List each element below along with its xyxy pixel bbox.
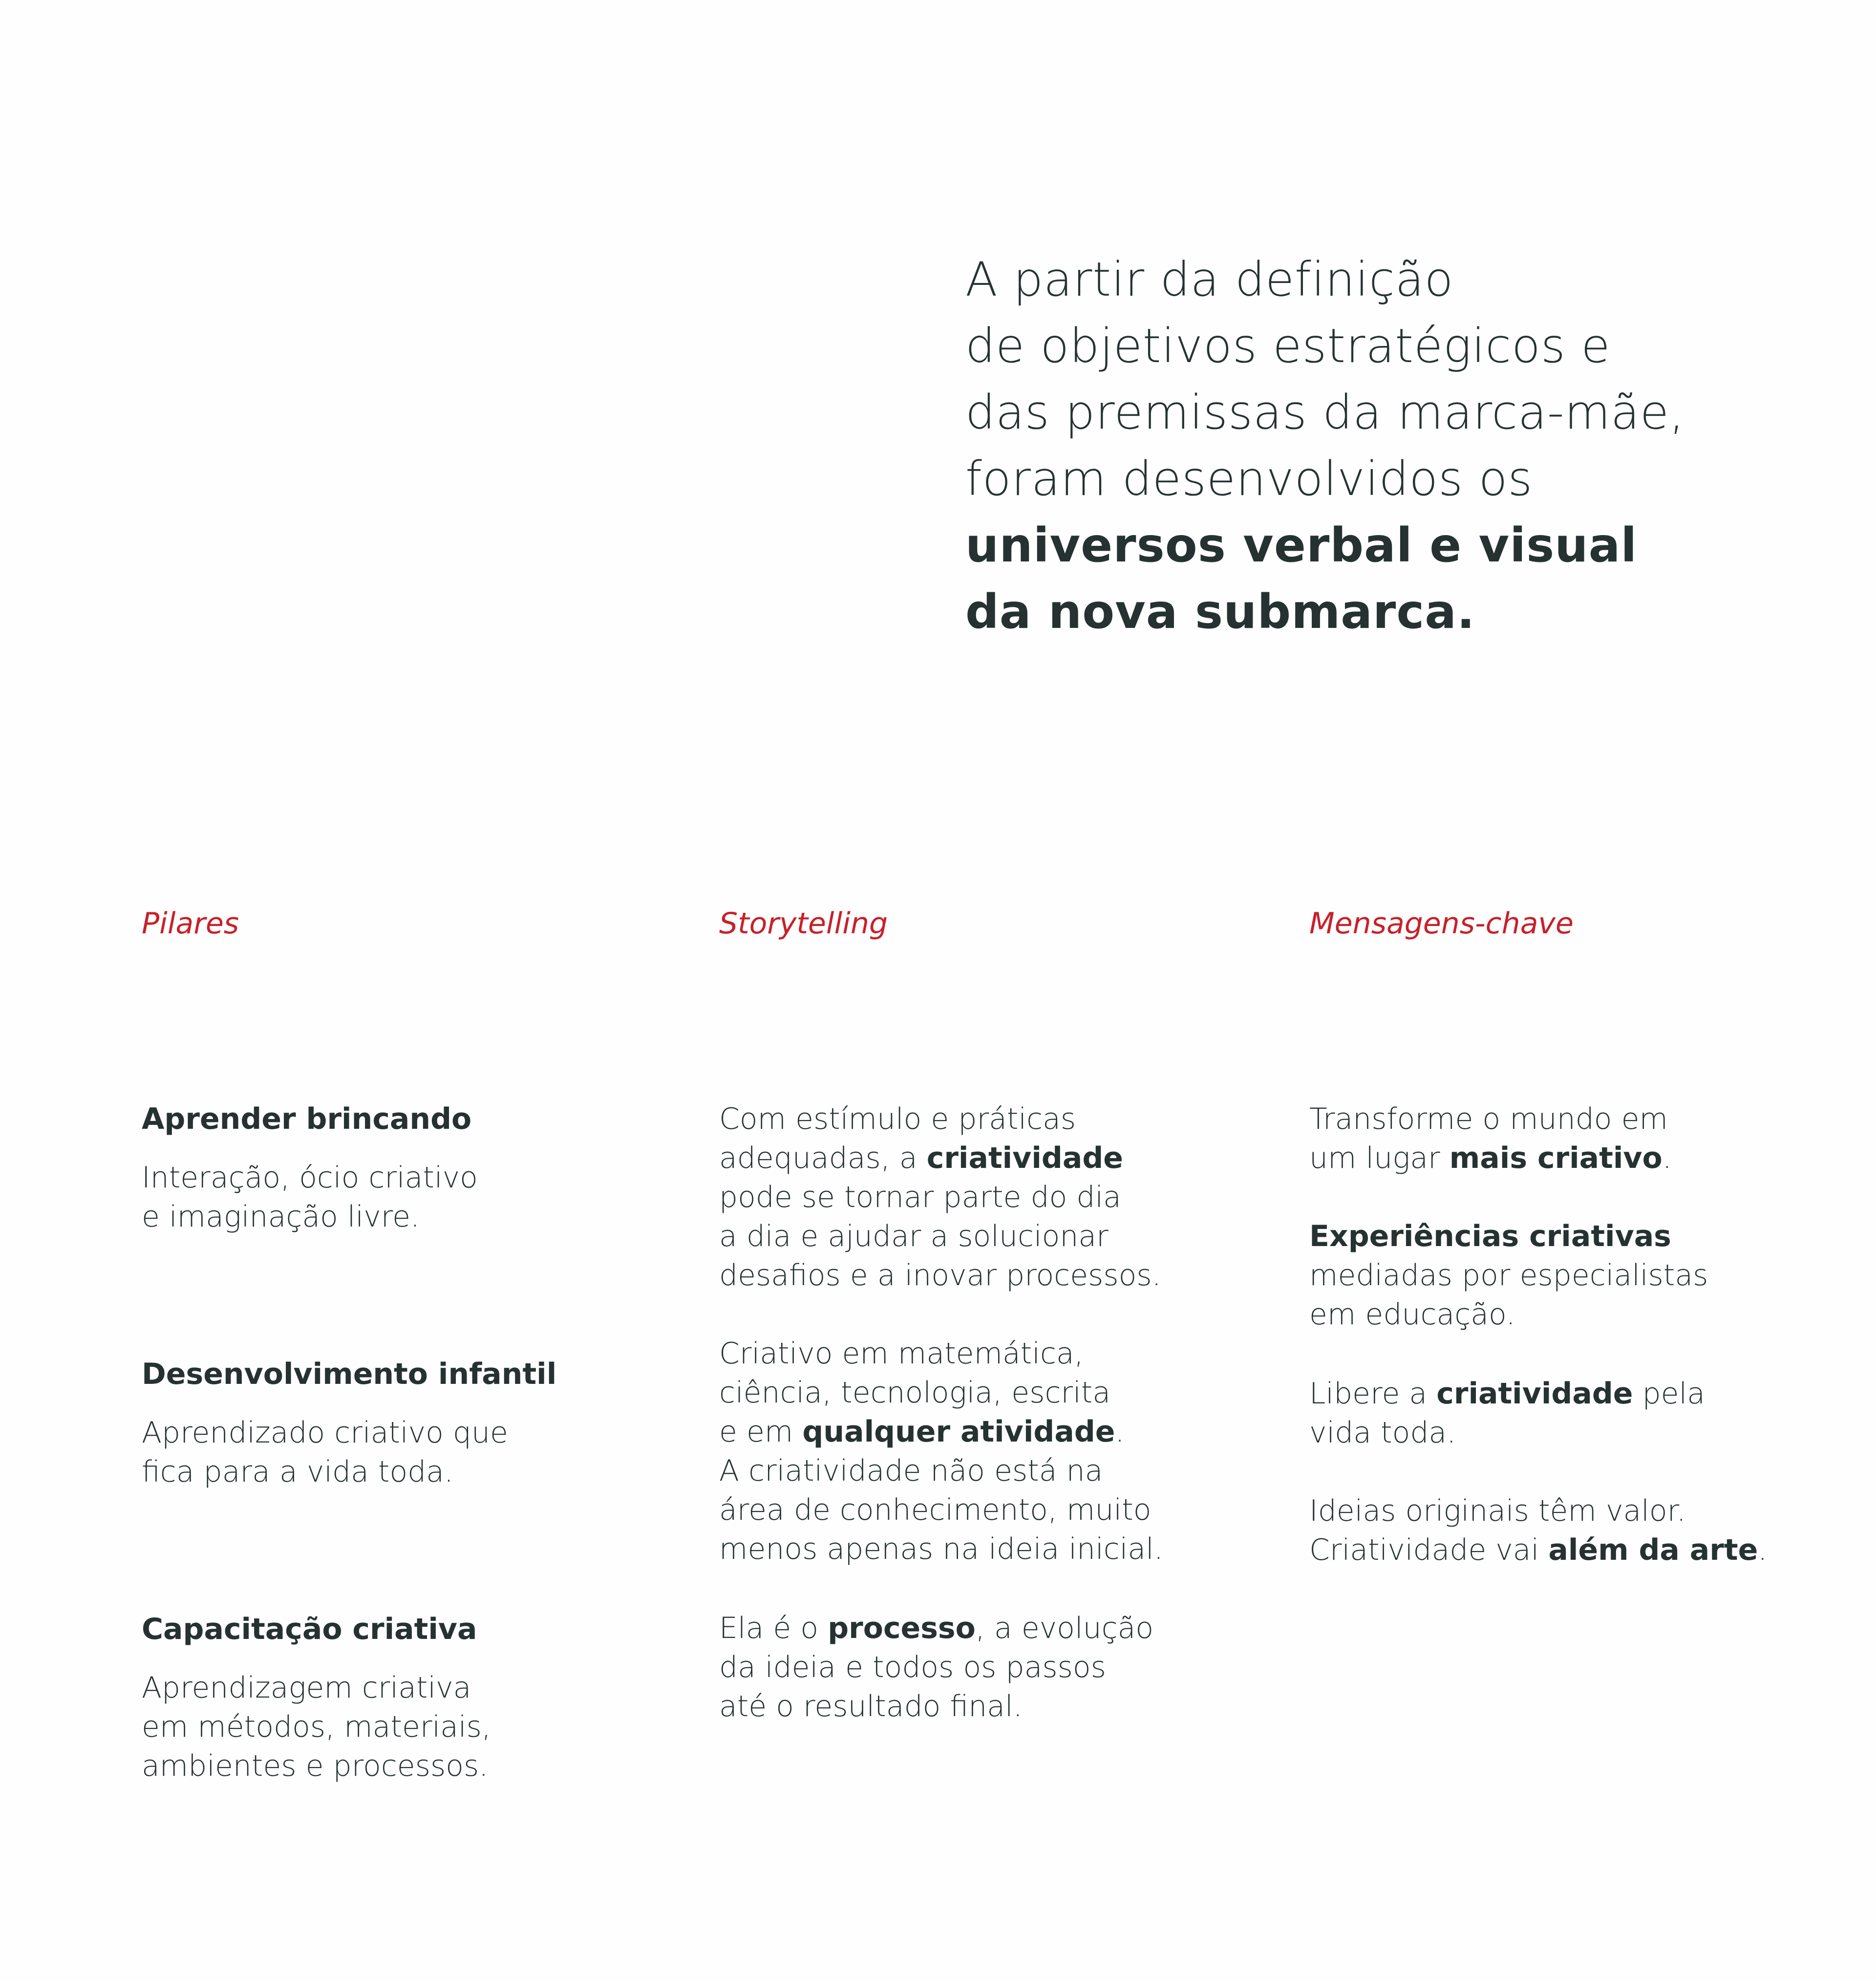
story-text: e em [719, 1415, 803, 1449]
story-emphasis: criatividade [926, 1141, 1123, 1175]
pillar-text-desenvolvimento [142, 1413, 508, 1491]
pillar-text-line: Aprendizado criativo que [142, 1416, 508, 1450]
story-line: da ideia e todos os passos [719, 1650, 1106, 1684]
mensagem-3 [1309, 1374, 1705, 1452]
story-emphasis: qualquer atividade [802, 1415, 1115, 1449]
message-text: Criatividade vai [1309, 1533, 1549, 1567]
message-text: . [1662, 1141, 1672, 1175]
pillar-text-line: fica para a vida toda. [142, 1455, 454, 1489]
message-line: Ideias originais têm valor. [1309, 1494, 1686, 1528]
mensagens-heading: Mensagens-chave [1309, 906, 1574, 941]
message-text: um lugar [1309, 1141, 1450, 1175]
message-emphasis: criatividade [1436, 1377, 1633, 1411]
intro-line-2: de objetivos estratégicos e [965, 319, 1611, 373]
intro-line-5: universos verbal e visual [965, 518, 1638, 573]
pillar-text-line: Aprendizagem criativa [142, 1671, 471, 1705]
pillar-text-line: ambientes e processos. [142, 1749, 489, 1783]
message-text: pela [1633, 1377, 1705, 1411]
mensagem-2 [1309, 1217, 1708, 1334]
pillar-text-line: em métodos, materiais, [142, 1710, 491, 1744]
pilares-heading: Pilares [142, 906, 239, 941]
pillar-title-aprender: Aprender brincando [142, 1102, 472, 1136]
story-line: a dia e ajudar a solucionar [719, 1219, 1109, 1253]
story-emphasis: processo [828, 1611, 976, 1645]
storytelling-heading: Storytelling [719, 906, 888, 941]
story-line: A criatividade não está na [719, 1454, 1103, 1488]
pillar-title-desenvolvimento: Desenvolvimento infantil [142, 1357, 557, 1391]
message-emphasis: mais criativo [1449, 1141, 1663, 1175]
intro-statement [965, 246, 1684, 645]
story-line: área de conhecimento, muito [719, 1493, 1151, 1527]
message-line: Transforme o mundo em [1309, 1102, 1668, 1136]
story-line: ciência, tecnologia, escrita [719, 1376, 1111, 1410]
intro-line-3: das premissas da marca-mãe, [965, 385, 1685, 440]
message-line: vida toda. [1309, 1416, 1456, 1450]
story-line: Com estímulo e práticas [719, 1102, 1076, 1136]
message-text: . [1758, 1533, 1768, 1567]
story-text: , a evolução [975, 1611, 1154, 1645]
story-line: menos apenas na ideia inicial. [719, 1532, 1163, 1566]
message-line: Experiências criativas [1309, 1219, 1671, 1253]
intro-line-1: A partir da definição [965, 252, 1454, 307]
story-line [719, 1139, 1161, 1178]
message-line [1309, 1530, 1767, 1570]
pillar-text-aprender [142, 1158, 478, 1236]
story-text: Ela é o [719, 1611, 828, 1645]
story-line: desafios e a inovar processos. [719, 1258, 1161, 1292]
story-line [719, 1609, 1153, 1648]
message-text: Libere a [1309, 1377, 1437, 1411]
pillar-title-capacitacao: Capacitação criativa [142, 1612, 477, 1646]
message-line: em educação. [1309, 1297, 1515, 1332]
story-line: pode se tornar parte do dia [719, 1180, 1121, 1214]
intro-line-6: da nova submarca. [965, 584, 1475, 639]
storytelling-paragraph-2 [719, 1334, 1163, 1569]
intro-line-4: foram desenvolvidos os [965, 452, 1533, 506]
story-line [719, 1412, 1163, 1451]
mensagem-4 [1309, 1491, 1767, 1570]
story-text: . [1115, 1415, 1125, 1449]
message-line [1309, 1139, 1672, 1178]
message-line [1309, 1374, 1705, 1413]
mensagem-1 [1309, 1099, 1672, 1178]
message-line: mediadas por especialistas [1309, 1258, 1708, 1292]
story-line: até o resultado final. [719, 1689, 1023, 1723]
story-line: Criativo em matemática, [719, 1336, 1084, 1371]
story-text: adequadas, a [719, 1141, 927, 1175]
pillar-text-line: Interação, ócio criativo [142, 1161, 478, 1195]
storytelling-paragraph-3 [719, 1609, 1153, 1726]
pillar-text-capacitacao [142, 1668, 491, 1786]
message-emphasis: além da arte [1548, 1533, 1758, 1567]
pillar-text-line: e imaginação livre. [142, 1200, 420, 1234]
storytelling-paragraph-1 [719, 1099, 1161, 1295]
